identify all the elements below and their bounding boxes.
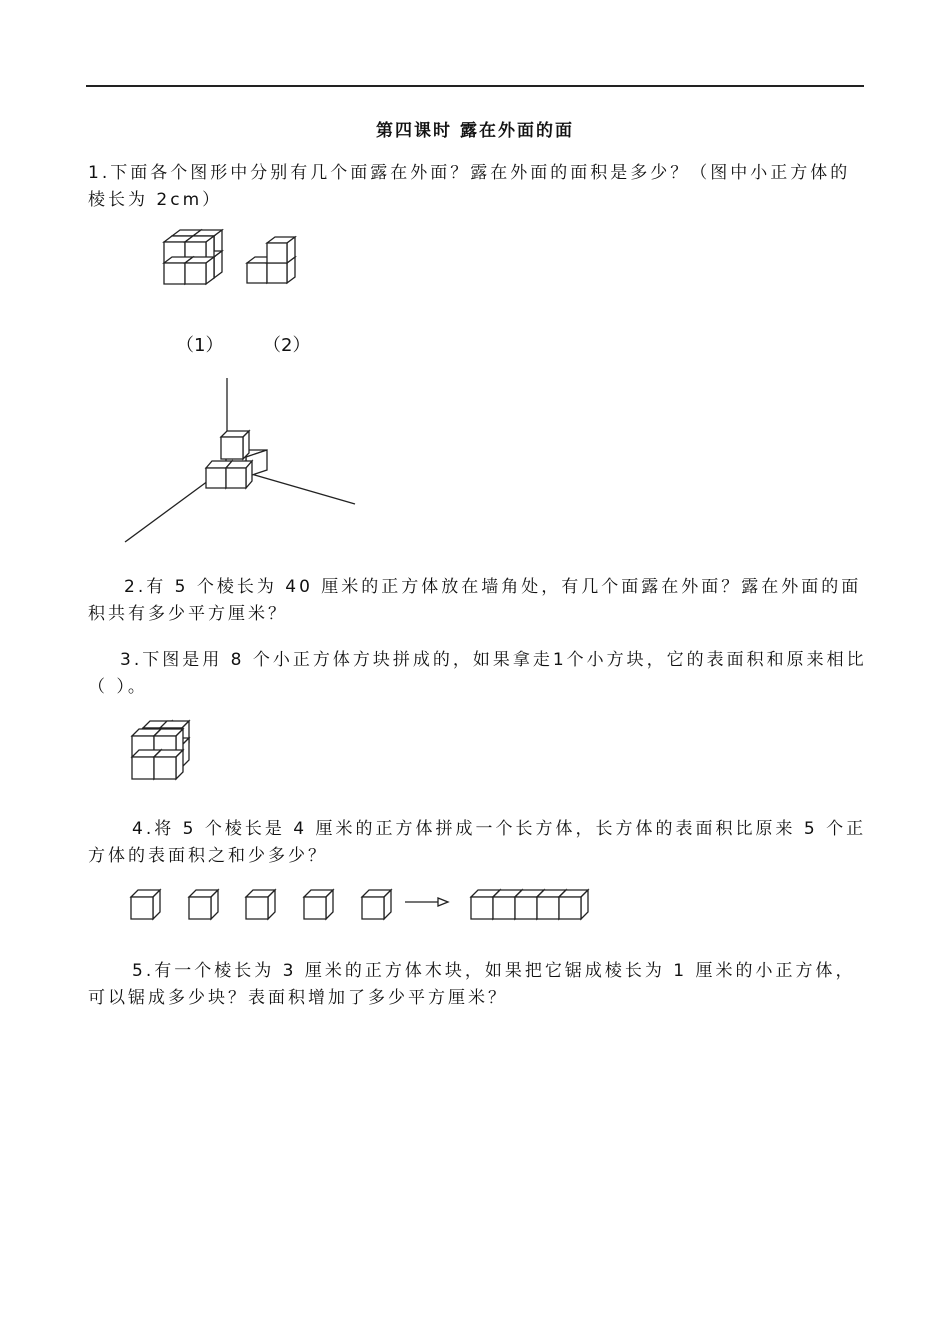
- figure-1-cube-block: [164, 230, 222, 284]
- cube-side-face: [243, 431, 249, 459]
- arrow-head: [438, 898, 448, 906]
- cube-front-face: [362, 897, 384, 919]
- question-1: 1.下面各个图形中分别有几个面露在外面？露在外面的面积是多少？（图中小正方体的棱长为 2cm）: [88, 163, 851, 210]
- cube-front-face: [559, 897, 581, 919]
- figure-label-1: （1）: [176, 335, 224, 356]
- cube-front-face: [226, 468, 246, 488]
- question-5: 5.有一个棱长为 3 厘米的正方体木块，如果把它锯成棱长为 1 厘米的小正方体，可以锯成多少块？表面积增加了多少平方厘米？: [88, 961, 856, 1008]
- cube-front-face: [493, 897, 515, 919]
- question-2: 2.有 5 个棱长为 40 厘米的正方体放在墙角处，有几个面露在外面？露在外面的面积共有多少平方厘米？: [88, 577, 862, 624]
- cube-front-face: [185, 263, 206, 284]
- cube-front-face: [247, 263, 267, 283]
- cube-front-face: [267, 263, 287, 283]
- cube-front-face: [537, 897, 559, 919]
- cube-front-face: [471, 897, 493, 919]
- figure-eight-cubes: [132, 721, 189, 779]
- figure-five-cubes-row: [131, 890, 588, 919]
- cube-front-face: [246, 897, 268, 919]
- figure-2-step-block: [247, 237, 295, 283]
- cube-front-face: [304, 897, 326, 919]
- cube-front-face: [189, 897, 211, 919]
- question-3: 3.下图是用 8 个小正方体方块拼成的，如果拿走1个小方块，它的表面积和原来相比（ ）。: [88, 650, 867, 697]
- cube-front-face: [164, 263, 185, 284]
- cube-front-face: [267, 243, 287, 263]
- cube-front-face: [206, 468, 226, 488]
- cube-front-face: [132, 757, 154, 779]
- cube-front-face: [154, 757, 176, 779]
- cube-front-face: [131, 897, 153, 919]
- figure-label-2: （2）: [263, 335, 311, 356]
- page-title: 第四课时 露在外面的面: [376, 121, 574, 141]
- cube-front-face: [515, 897, 537, 919]
- figure-corner-cubes: [125, 378, 355, 542]
- question-4: 4.将 5 个棱长是 4 厘米的正方体拼成一个长方体，长方体的表面积比原来 5 个正方体的表面积之和少多少？: [88, 819, 867, 866]
- cube-front-face: [221, 437, 243, 459]
